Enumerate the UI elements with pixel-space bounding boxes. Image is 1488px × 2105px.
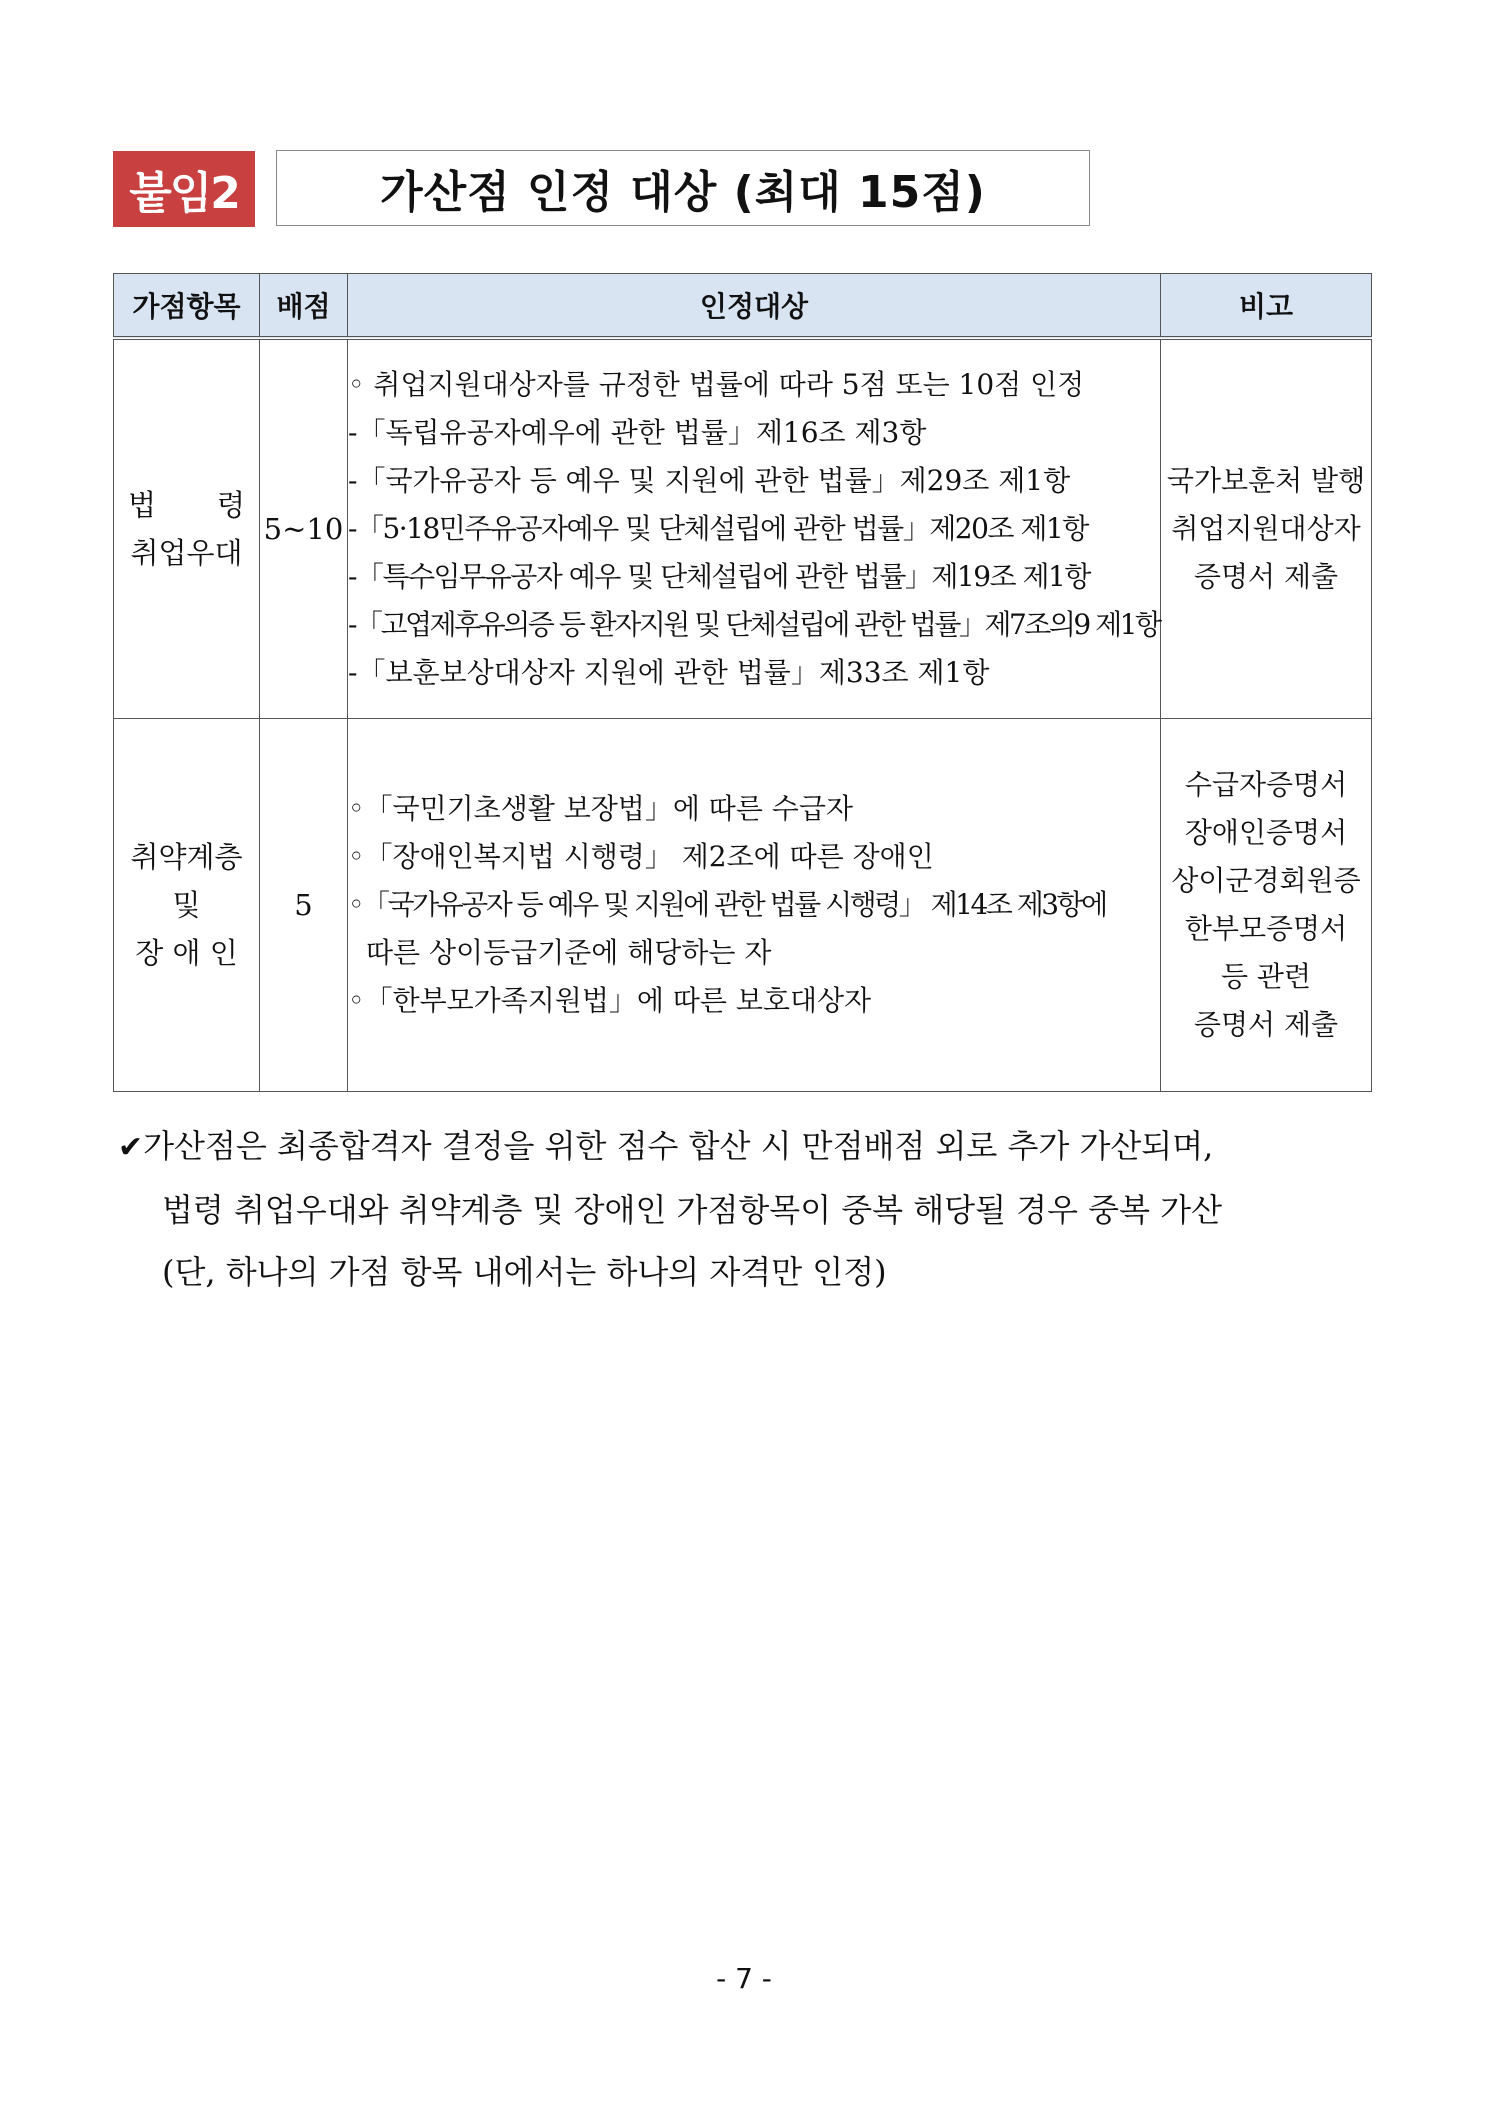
- footnote-line: 법령 취업우대와 취약계층 및 장애인 가점항목이 중복 해당될 경우 중복 가산: [162, 1191, 1222, 1229]
- note-line: 등 관련: [1220, 960, 1312, 993]
- category-line: 및: [172, 888, 201, 922]
- header-score: 배점: [260, 274, 348, 339]
- list-item: -「국가유공자 등 예우 및 지원에 관한 법률」제29조 제1항: [348, 464, 1071, 497]
- header-note: 비고: [1161, 274, 1372, 339]
- list-item: ◦「한부모가족지원법」에 따른 보호대상자: [348, 984, 872, 1017]
- category-text: 령: [216, 488, 245, 522]
- list-item: -「고엽제후유의증 등 환자지원 및 단체설립에 관한 법률」제7조의9 제1항: [348, 608, 1160, 641]
- list-item: -「5·18민주유공자예우 및 단체설립에 관한 법률」제20조 제1항: [348, 512, 1088, 545]
- note-cell: [1161, 338, 1372, 719]
- list-item: ◦「국민기초생활 보장법」에 따른 수급자: [348, 792, 853, 825]
- note-line: 취업지원대상자: [1171, 512, 1361, 545]
- table-row: [114, 719, 1372, 1092]
- category-line: [114, 481, 259, 529]
- list-item: ◦「장애인복지법 시행령」 제2조에 따른 장애인: [348, 840, 934, 873]
- page-number: - 7 -: [716, 1962, 772, 1995]
- note-line: 국가보훈처 발행: [1166, 464, 1366, 497]
- category-text: 법: [128, 488, 157, 522]
- note-line: 한부모증명서: [1184, 912, 1348, 945]
- target-cell: [348, 338, 1161, 719]
- page-title: 가산점 인정 대상 (최대 15점): [276, 150, 1090, 226]
- checkmark-icon: ✔: [118, 1130, 144, 1165]
- score-cell: 5: [260, 719, 348, 1092]
- footnote-line: (단, 하나의 가점 항목 내에서는 하나의 자격만 인정): [162, 1253, 887, 1291]
- category-line: 취업우대: [130, 536, 243, 570]
- table-row: [114, 338, 1372, 719]
- note-line: 증명서 제출: [1193, 1008, 1339, 1041]
- attachment-badge: 붙임2: [113, 151, 255, 227]
- note-line: 상이군경회원증: [1171, 864, 1361, 897]
- list-item: ◦ 취업지원대상자를 규정한 법률에 따라 5점 또는 10점 인정: [348, 368, 1085, 401]
- category-cell: [114, 338, 260, 719]
- header-category: 가점항목: [114, 274, 260, 339]
- footnote: [118, 1115, 1388, 1303]
- footnote-text: 가산점은 최종합격자 결정을 위한 점수 합산 시 만점배점 외로 추가 가산되며,: [143, 1127, 1214, 1165]
- category-line: 취약계층: [130, 840, 243, 874]
- list-item: ◦「국가유공자 등 예우 및 지원에 관한 법률 시행령」 제14조 제3항에: [348, 888, 1106, 921]
- category-line: 장 애 인: [135, 936, 238, 970]
- list-item: -「보훈보상대상자 지원에 관한 법률」제33조 제1항: [348, 656, 990, 689]
- note-line: 장애인증명서: [1184, 816, 1348, 849]
- table-header-row: [114, 274, 1372, 339]
- list-item: -「특수임무유공자 예우 및 단체설립에 관한 법률」제19조 제1항: [348, 560, 1090, 593]
- note-line: 증명서 제출: [1193, 560, 1339, 593]
- list-item: 따른 상이등급기준에 해당하는 자: [366, 936, 772, 969]
- footnote-line: [118, 1115, 1388, 1179]
- score-cell: 5~10: [260, 338, 348, 719]
- note-line: 수급자증명서: [1184, 768, 1348, 801]
- category-cell: [114, 719, 260, 1092]
- bonus-points-table: [113, 273, 1372, 1092]
- list-item: -「독립유공자예우에 관한 법률」제16조 제3항: [348, 416, 927, 449]
- target-cell: [348, 719, 1161, 1092]
- note-cell: [1161, 719, 1372, 1092]
- header-target: 인정대상: [348, 274, 1161, 339]
